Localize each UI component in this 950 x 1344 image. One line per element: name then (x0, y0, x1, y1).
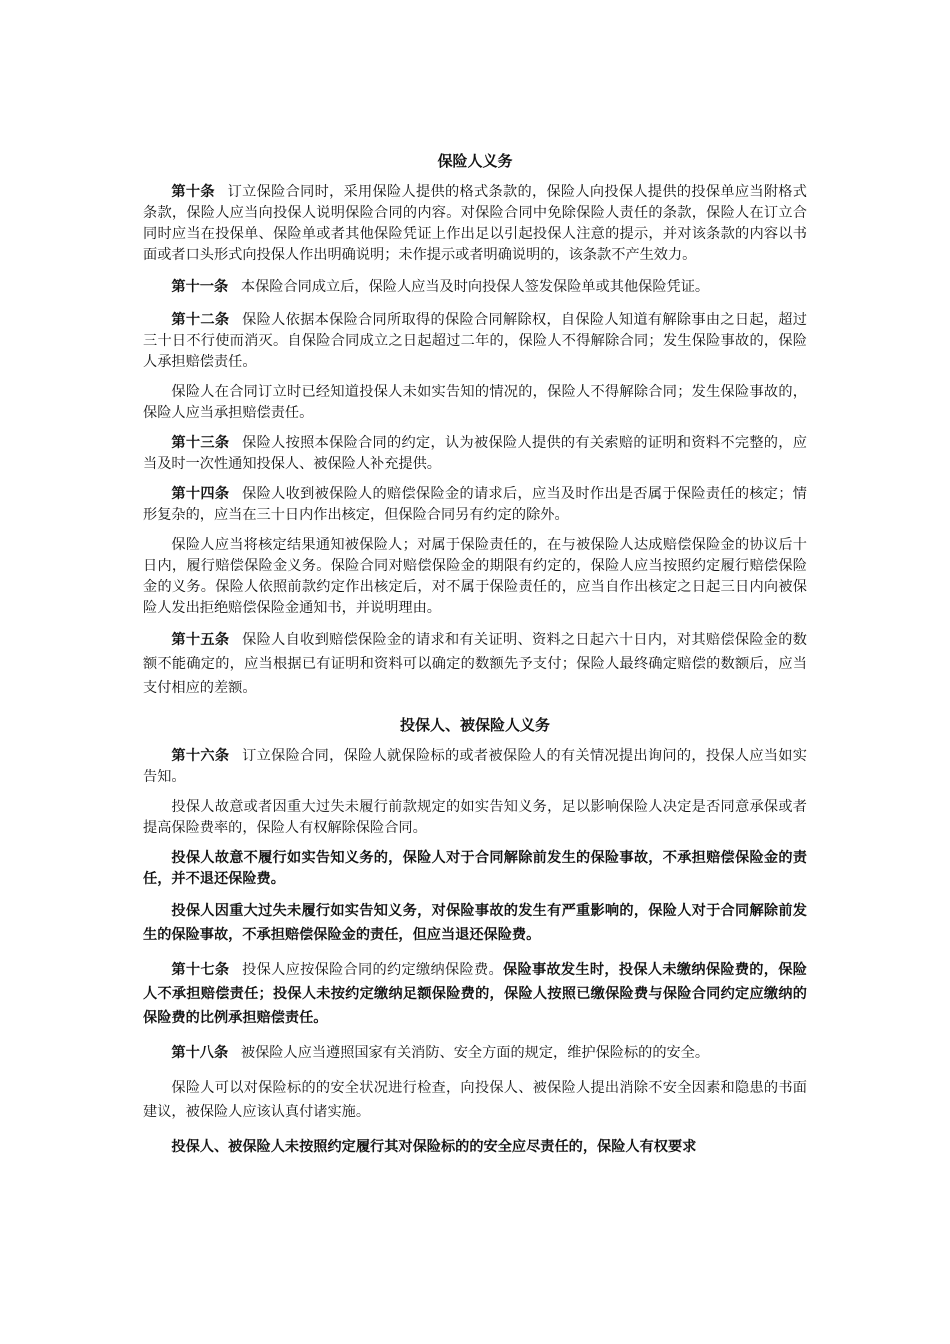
article-number: 第十七条 (171, 962, 230, 978)
article-text: 被保险人应当遵照国家有关消防、安全方面的规定，维护保险标的的安全。 (240, 1045, 710, 1061)
article-number: 第十五条 (171, 632, 230, 648)
article-number: 第十四条 (171, 486, 230, 502)
article-text: 保险人自收到赔偿保险金的请求和有关证明、资料之日起六十日内，对其赔偿保险金的数额不能确定的，应当根据已有证明和资料可以确定的数额先予支付；保险人最终确定赔偿的数额后，应当支付相应的差额。 (143, 632, 807, 696)
paragraph-text: 投保人、被保险人未按照约定履行其对保险标的的安全应尽责任的，保险人有权要求 (171, 1139, 697, 1155)
article-text: 本保险合同成立后，保险人应当及时向投保人签发保险单或其他保险凭证。 (240, 279, 710, 295)
article-number: 第十六条 (171, 748, 230, 764)
article-number: 第十三条 (171, 435, 230, 451)
article-15 (143, 628, 807, 700)
paragraph-text: 保险人可以对保险标的的安全状况进行检查，向投保人、被保险人提出消除不安全因素和隐患的书面建议，被保险人应该认真付诸实施。 (143, 1080, 807, 1120)
article-17 (143, 958, 807, 1030)
article-text: 保险人按照本保险合同的约定，认为被保险人提供的有关索赔的证明和资料不完整的，应当及时一次性通知投保人、被保险人补充提供。 (143, 435, 807, 472)
article-number: 第十二条 (171, 312, 230, 328)
article-14-paragraph-2 (143, 535, 807, 619)
article-text: 保险人收到被保险人的赔偿保险金的请求后，应当及时作出是否属于保险责任的核定；情形复杂的，应当在三十日内作出核定，但保险合同另有约定的除外。 (143, 486, 807, 523)
article-13 (143, 433, 807, 475)
article-text: 订立保险合同，保险人就保险标的或者被保险人的有关情况提出询问的，投保人应当如实告知。 (143, 748, 807, 785)
paragraph-text: 投保人因重大过失未履行如实告知义务，对保险事故的发生有严重影响的，保险人对于合同解除前发生的保险事故，不承担赔偿保险金的责任，但应当退还保险费。 (143, 903, 807, 943)
article-12 (143, 310, 807, 373)
article-11 (143, 275, 807, 299)
paragraph-text: 保险人在合同订立时已经知道投保人未如实告知的情况的，保险人不得解除合同；发生保险事故的，保险人应当承担赔偿责任。 (143, 384, 807, 421)
article-number: 第十一条 (171, 279, 229, 295)
article-number: 第十条 (171, 184, 215, 200)
article-16-paragraph-3 (143, 848, 807, 890)
article-number: 第十八条 (171, 1045, 229, 1061)
article-16 (143, 746, 807, 788)
section-heading-policyholder-obligations: 投保人、被保险人义务 (399, 716, 550, 734)
article-18 (143, 1041, 807, 1065)
section-heading-insurer-obligations: 保险人义务 (437, 152, 513, 170)
article-18-paragraph-2 (143, 1076, 807, 1124)
article-text: 保险人依据本保险合同所取得的保险合同解除权，自保险人知道有解除事由之日起，超过三十日不行使而消灭。自保险合同成立之日起超过二年的，保险人不得解除合同；发生保险事故的，保险人承担赔偿责任。 (143, 312, 807, 370)
paragraph-text: 保险人应当将核定结果通知被保险人；对属于保险责任的，在与被保险人达成赔偿保险金的协议后十日内，履行赔偿保险金义务。保险合同对赔偿保险金的期限有约定的，保险人应当按照约定履行赔偿保险金的义务。保险人依照前款约定作出核定后，对不属于保险责任的，应当自作出核定之日起三日内向被保险人发出拒绝赔偿保险金通知书，并说明理由。 (143, 537, 807, 616)
document-body (143, 150, 807, 1170)
article-18-paragraph-3 (143, 1135, 807, 1159)
article-bold-text: 保险事故发生时，投保人未缴纳保险费的，保险人不承担赔偿责任；投保人未按约定缴纳足额保险费的，保险人按照已缴保险费与保险合同约定应缴纳的保险费的比例承担赔偿责任。 (143, 962, 807, 1026)
paragraph-text: 投保人故意不履行如实告知义务的，保险人对于合同解除前发生的保险事故，不承担赔偿保险金的责任，并不退还保险费。 (143, 850, 807, 887)
paragraph-text: 投保人故意或者因重大过失未履行前款规定的如实告知义务，足以影响保险人决定是否同意承保或者提高保险费率的，保险人有权解除保险合同。 (143, 799, 807, 836)
article-10 (143, 182, 807, 266)
article-text: 投保人应按保险合同的约定缴纳保险费。 (242, 962, 503, 978)
article-14 (143, 484, 807, 526)
article-12-paragraph-2 (143, 382, 807, 424)
article-16-paragraph-4 (143, 899, 807, 947)
article-16-paragraph-2 (143, 797, 807, 839)
article-text: 订立保险合同时，采用保险人提供的格式条款的，保险人向投保人提供的投保单应当附格式条款，保险人应当向投保人说明保险合同的内容。对保险合同中免除保险人责任的条款，保险人在订立合同时应当在投保单、保险单或者其他保险凭证上作出足以引起投保人注意的提示，并对该条款的内容以书面或者口头形式向投保人作出明确说明；未作提示或者明确说明的，该条款不产生效力。 (143, 184, 807, 263)
